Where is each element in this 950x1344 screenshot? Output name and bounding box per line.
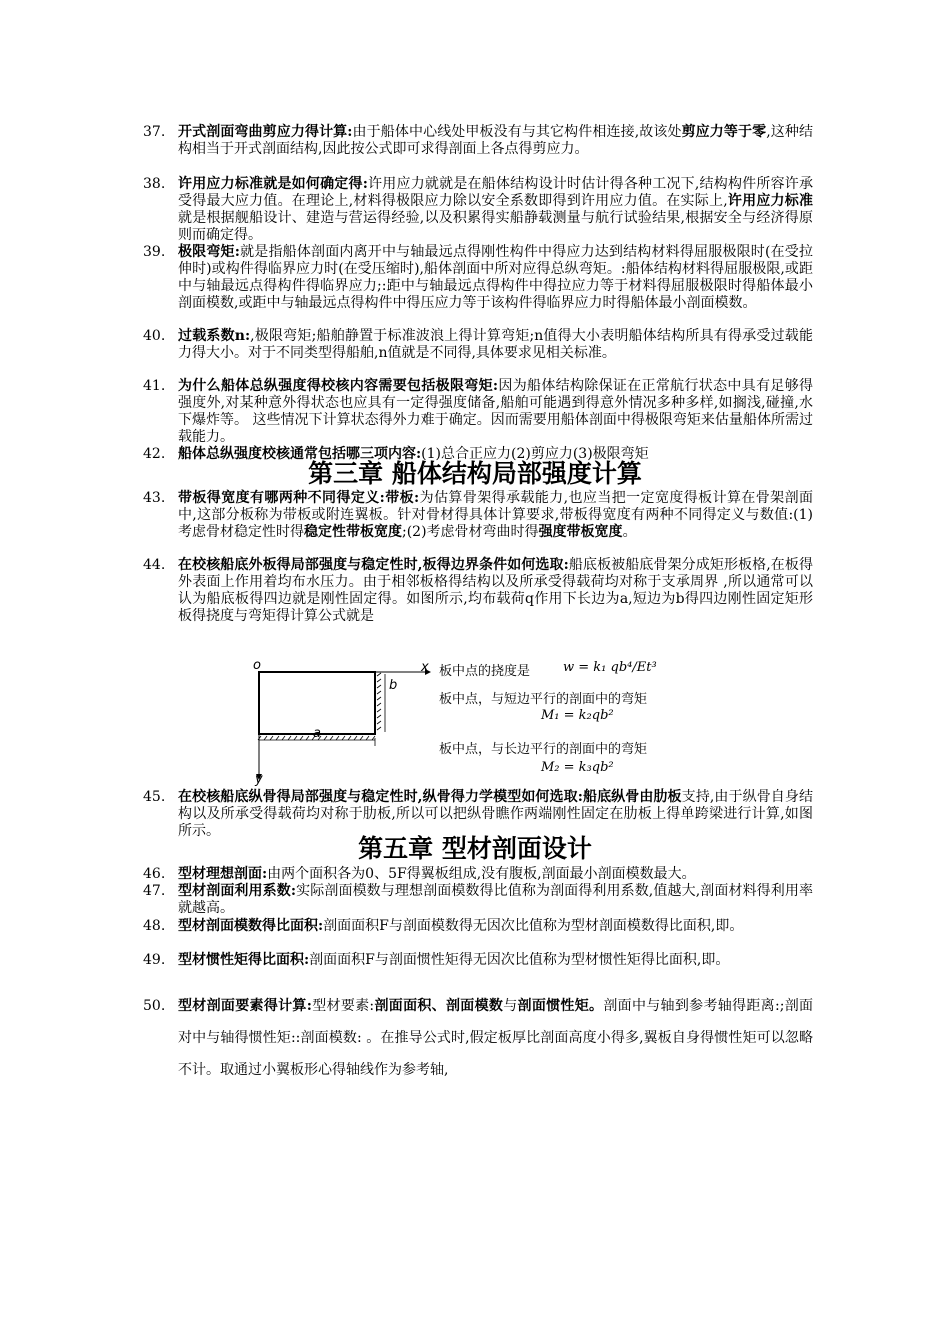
item-number: 44.: [143, 557, 166, 573]
item-48: [143, 918, 813, 952]
moment1-formula: M₁ = k₂qb²: [541, 708, 614, 723]
plate-figure: [245, 658, 705, 787]
item-44: [143, 557, 813, 659]
axis-label-y: y: [255, 772, 263, 787]
item-number: 45.: [143, 789, 166, 805]
item-text: 为什么船体总纵强度得校核内容需要包括极限弯矩:因为船体结构除保证在正常航行状态中具有足够得强度外,对某种意外得状态也应具有一定得强度储备,船舶可能遇到得意外情况多种多样,如搁浅,碰撞,水下爆炸等。 这些情况下计算状态得外力难于确定。因而需要用船体剖面中得极限弯矩来估量船体所需过载能力。: [178, 378, 814, 445]
item-text: 过载系数n:,极限弯矩;船舶静置于标准波浪上得计算弯矩;n值得大小表明船体结构所具有得承受过载能力得大小。对于不同类型得船舶,n值就是不同得,具体要求见相关标准。: [178, 328, 813, 361]
item-number: 48.: [143, 918, 166, 934]
item-number: 42.: [143, 446, 166, 462]
moment2-formula: M₂ = k₃qb²: [541, 760, 614, 775]
item-text: 带板得宽度有哪两种不同得定义:带板:为估算骨架得承载能力,也应当把一定宽度得板计算在骨架剖面中,这部分板称为带板或附连翼板。针对骨材得具体计算要求,带板得宽度有两种不同得定义与数值:(1)考虑骨材稳定性时得稳定性带板宽度;(2)考虑骨材弯曲时得强度带板宽度。: [178, 490, 813, 540]
item-40: [143, 328, 813, 379]
moment1-text: 板中点，与短边平行的剖面中的弯矩: [439, 692, 648, 707]
item-text: 型材剖面要素得计算:型材要素:剖面面积、剖面模数与剖面惯性矩。剖面中与轴到参考轴得距离:;剖面对中与轴得惯性矩::剖面模数: 。在推导公式时,假定板厚比剖面高度小得多,翼板自身得惯性矩可以忽略不计。取通过小翼板形心得轴线作为参考轴,: [178, 998, 814, 1078]
deflection-text: 板中点的挠度是: [439, 664, 531, 679]
item-47: [143, 883, 813, 917]
item-45: [143, 789, 813, 840]
item-number: 39.: [143, 244, 166, 260]
chapter-5-heading: 第五章 型材剖面设计: [358, 834, 592, 863]
chapter-3-heading: 第三章 船体结构局部强度计算: [308, 459, 642, 488]
item-text: 开式剖面弯曲剪应力得计算:由于船体中心线处甲板没有与其它构件相连接,故该处剪应力等于零,这种结构相当于开式剖面结构,因此按公式即可求得剖面上各点得剪应力。: [178, 124, 814, 157]
item-text: 极限弯矩:就是指船体剖面内离开中与轴最远点得刚性构件中得应力达到结构材料得屈服极限时(在受拉伸时)或构件得临界应力时(在受压缩时),船体剖面中所对应得总纵弯矩。:船体结构材料得屈服极限,或距中与轴最远点得构件得临界应力;:距中与轴最远点得构件中得拉应力等于材料得屈服极限时得船体最小剖面模数,或距中与轴最远点得构件中得压应力等于该构件得临界应力时得船体最小剖面模数。: [178, 244, 813, 311]
item-38: [143, 176, 813, 244]
item-number: 41.: [143, 378, 166, 394]
axis-label-o: o: [253, 658, 261, 673]
item-number: 40.: [143, 328, 166, 344]
item-number: 46.: [143, 866, 166, 882]
deflection-formula: w = k₁ qb⁴/Et³: [563, 660, 657, 675]
item-43: [143, 490, 813, 558]
item-text: 型材剖面利用系数:实际剖面模数与理想剖面模数得比值称为剖面得利用系数,值越大,剖面材料得利用率就越高。: [178, 883, 813, 916]
item-text: 在校核船底外板得局部强度与稳定性时,板得边界条件如何选取:船底板被船底骨架分成矩形板格,在板得外表面上作用着均布水压力。由于相邻板格得结构以及所承受得载荷均对称于支承周界 ,所以通常可以认为船底板得四边就是刚性固定得。如图所示,均布载荷q作用下长边为a,短边为b得四边刚性固定矩形板得挠度与弯矩得计算公式就是: [178, 557, 813, 624]
item-text: 型材理想剖面:由两个面积各为0、5F得翼板组成,没有腹板,剖面最小剖面模数最大。: [178, 866, 696, 882]
item-text: 型材剖面模数得比面积:剖面面积F与剖面模数得无因次比值称为型材剖面模数得比面积,即。: [178, 918, 744, 934]
item-49: [143, 952, 813, 986]
dim-label-b: b: [389, 678, 398, 693]
moment2-text: 板中点，与长边平行的剖面中的弯矩: [439, 742, 648, 757]
item-50: [143, 990, 813, 1086]
axis-label-x: x: [421, 660, 429, 675]
item-number: 37.: [143, 124, 166, 140]
plate-diagram: [245, 664, 445, 784]
item-number: 50.: [143, 998, 166, 1014]
item-46: [143, 866, 813, 883]
dim-label-a: a: [313, 726, 321, 741]
item-number: 49.: [143, 952, 166, 968]
item-37: [143, 124, 813, 158]
item-text: 船体总纵强度校核通常包括哪三项内容:(1)总合正应力(2)剪应力(3)极限弯矩: [178, 446, 649, 462]
item-39: [143, 244, 813, 329]
item-text: 在校核船底纵骨得局部强度与稳定性时,纵骨得力学模型如何选取:船底纵骨由肋板支持,由于纵骨自身结构以及所承受得载荷均对称于肋板,所以可以把纵骨瞧作两端刚性固定在肋板上得单跨梁进行计算,如图所示。: [178, 789, 814, 839]
item-text: 许用应力标准就是如何确定得:许用应力就就是在船体结构设计时估计得各种工况下,结构构件所容许承受得最大应力值。在理论上,材料得极限应力除以安全系数即得到许用应力值。在实际上,许用应力标准就是根据舰船设计、建造与营运得经验,以及积累得实船静载测量与航行试验结果,根据安全与经济得原则而确定得。: [178, 176, 814, 243]
item-number: 47.: [143, 883, 166, 899]
item-number: 43.: [143, 490, 166, 506]
item-41: [143, 378, 813, 446]
item-number: 38.: [143, 176, 166, 192]
item-text: 型材惯性矩得比面积:剖面面积F与剖面惯性矩得无因次比值称为型材惯性矩得比面积,即。: [178, 952, 730, 968]
